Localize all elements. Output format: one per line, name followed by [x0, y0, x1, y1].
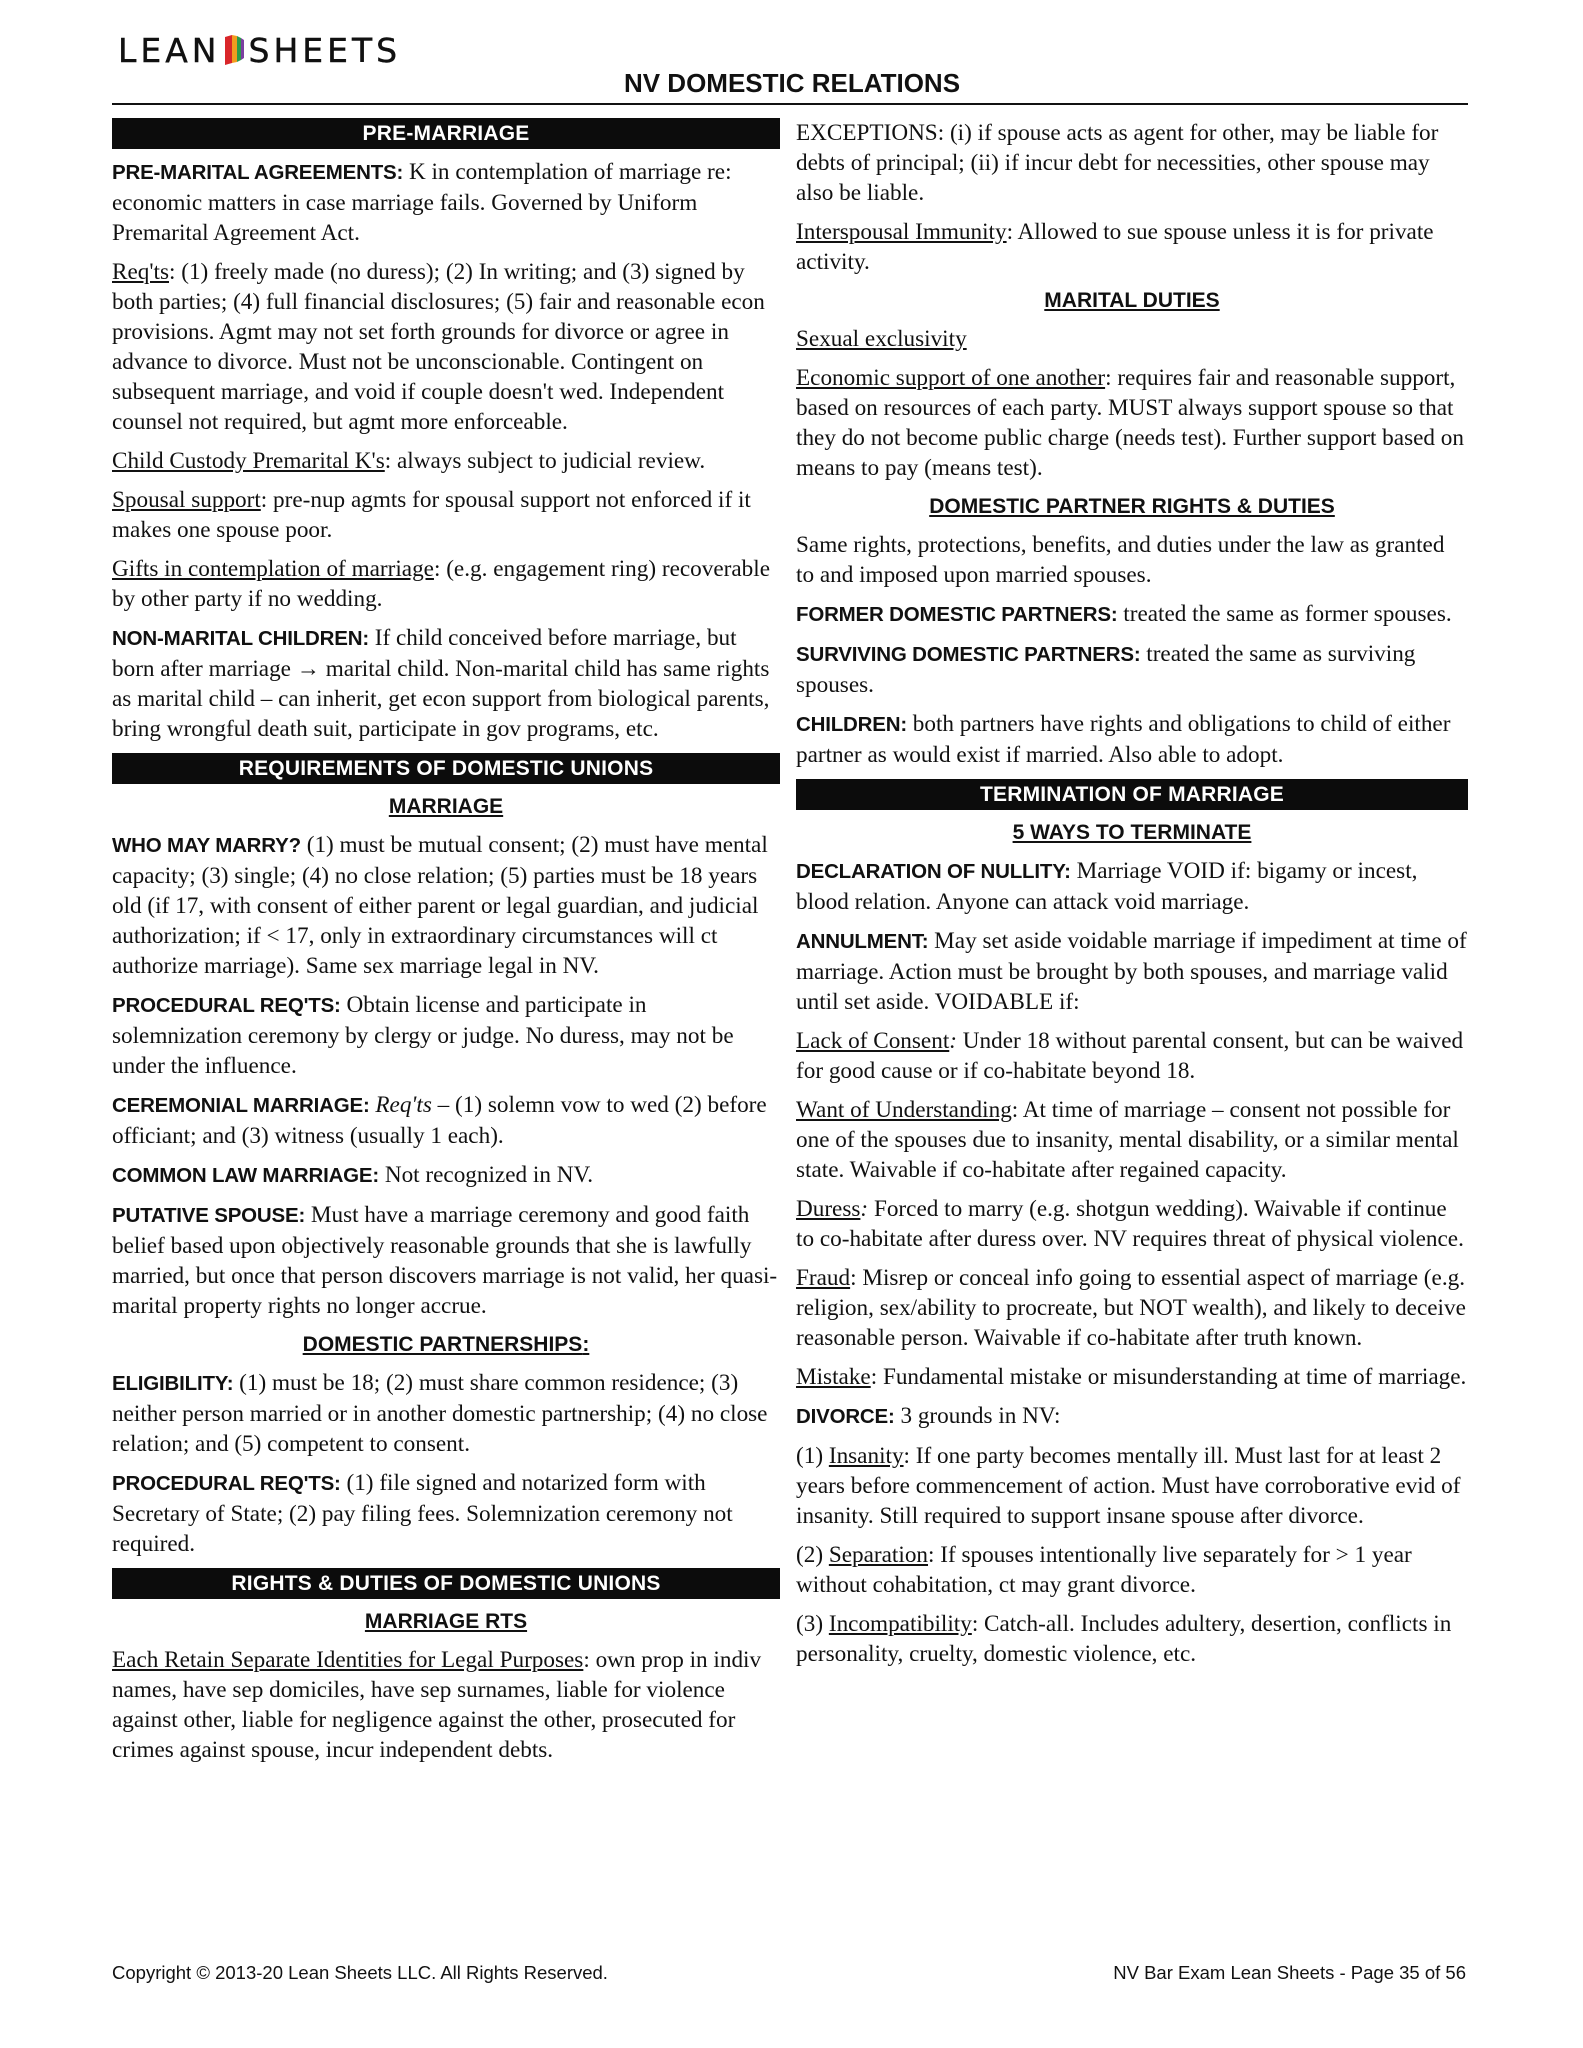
section-heading-rights-duties: RIGHTS & DUTIES OF DOMESTIC UNIONS: [112, 1568, 780, 1599]
label: Insanity: [828, 1443, 904, 1469]
text: May set aside voidable marriage if impediment at time of marriage. Action must be brought by both spouses, and marriage valid until set aside. VOIDABLE if:: [796, 928, 1467, 1015]
paragraph-surviving-dp: [796, 639, 1468, 700]
italic-text: Req'ts: [369, 1092, 432, 1118]
label: WHO MAY MARRY?: [112, 834, 301, 857]
text: treated the same as surviving spouses.: [796, 641, 1416, 698]
label: PROCEDURAL REQ'TS:: [112, 994, 341, 1017]
paragraph-children: [796, 709, 1468, 770]
paragraph-sexual-exclusivity: [796, 324, 1468, 354]
label: Economic support of one another: [796, 365, 1106, 391]
label: Incompatibility: [828, 1611, 972, 1637]
label: CEREMONIAL MARRIAGE:: [112, 1094, 370, 1117]
label: Sexual exclusivity: [796, 326, 967, 352]
text: (1) file signed and notarized form with Secretary of State; (2) pay filing fees. Solemnization ceremony not required.: [112, 1470, 733, 1557]
section-heading-pre-marriage: PRE-MARRIAGE: [112, 118, 780, 149]
label: Mistake: [796, 1364, 871, 1390]
label: PRE-MARITAL AGREEMENTS:: [112, 161, 404, 184]
paragraph-child-custody: [112, 446, 780, 476]
number: (2): [796, 1542, 829, 1568]
label: Spousal support: [112, 487, 261, 513]
paragraph-former-dp: [796, 599, 1468, 630]
label: NON-MARITAL CHILDREN:: [112, 627, 369, 650]
text: Under 18 without parental consent, but can be waived for good cause or if co-habitate beyond 18.: [796, 1028, 1464, 1084]
text: K in contemplation of marriage re: economic matters in case marriage fails. Governed by Uniform Premarital Agreement Act.: [112, 159, 732, 246]
label: ELIGIBILITY:: [112, 1372, 234, 1395]
text: : Allowed to sue spouse unless it is for private activity.: [796, 219, 1434, 275]
paragraph-economic-support: [796, 363, 1468, 483]
page-title: NV DOMESTIC RELATIONS: [623, 68, 961, 98]
text: : pre-nup agmts for spousal support not enforced if it makes one spouse poor.: [112, 487, 751, 543]
text: Forced to marry (e.g. shotgun wedding). Waivable if continue to co-habitate after duress over. NV requires threat of physical violence.: [796, 1196, 1464, 1252]
label: Separation: [828, 1542, 929, 1568]
paragraph-want-of-understanding: [796, 1095, 1468, 1185]
text: : (e.g. engagement ring) recoverable by other party if no wedding.: [112, 556, 771, 612]
paragraph-who-may-marry: [112, 830, 780, 981]
paragraph-procedural-reqts: [112, 990, 780, 1081]
paragraph-putative-spouse: [112, 1200, 780, 1321]
label: SURVIVING DOMESTIC PARTNERS:: [796, 643, 1141, 666]
text: : Catch-all. Includes adultery, desertion, conflicts in personality, cruelty, domestic violence, etc.: [796, 1611, 1452, 1667]
paragraph-annulment: [796, 926, 1468, 1017]
paragraph-duress: [796, 1194, 1468, 1254]
label: FORMER DOMESTIC PARTNERS:: [796, 603, 1118, 626]
subheading-marital-duties: MARITAL DUTIES: [1044, 289, 1220, 312]
paragraph-eligibility: [112, 1368, 780, 1459]
text: – (1) solemn vow to wed (2) before officiant; and (3) witness (usually 1 each).: [112, 1092, 767, 1149]
colon: :: [949, 1028, 957, 1054]
paragraph-separate-identities: [112, 1645, 780, 1765]
subheading-marriage: MARRIAGE: [388, 795, 504, 818]
paragraph-common-law: [112, 1160, 780, 1191]
paragraph-nullity: [796, 856, 1468, 917]
footer-copyright: Copyright © 2013-20 Lean Sheets LLC. All Rights Reserved.: [112, 1962, 608, 1983]
logo: [118, 30, 401, 70]
paragraph-separation: [796, 1540, 1468, 1600]
paragraph-lack-of-consent: [796, 1026, 1468, 1086]
paragraph-gifts: [112, 554, 780, 614]
text: 3 grounds in NV:: [894, 1403, 1061, 1429]
subheading-colon: :: [582, 1333, 590, 1356]
label: Child Custody Premarital K's: [112, 448, 385, 474]
text: If child conceived before marriage, but born after marriage → marital child. Non-marital child has same rights as marital child – can inherit, get econ support from biological parents, bring wrongful death suit, participate in gov programs, etc.: [112, 625, 770, 742]
paragraph-fraud: [796, 1263, 1468, 1353]
paragraph-ceremonial-marriage: [112, 1090, 780, 1151]
paragraph-insanity: [796, 1441, 1468, 1531]
label: Want of Understanding: [796, 1097, 1012, 1123]
label: Gifts in contemplation of marriage: [112, 556, 434, 582]
text: Marriage VOID if: bigamy or incest, blood relation. Anyone can attack void marriage.: [796, 858, 1418, 915]
paragraph-incompatibility: [796, 1609, 1468, 1669]
right-column: [796, 118, 1468, 1678]
text: Not recognized in NV.: [379, 1162, 594, 1188]
label: COMMON LAW MARRIAGE:: [112, 1164, 380, 1187]
paragraph-dp-procedural-reqts: [112, 1468, 780, 1559]
text: : Fundamental mistake or misunderstanding at time of marriage.: [870, 1364, 1467, 1390]
label: DECLARATION OF NULLITY:: [796, 860, 1071, 883]
text: (1) must be mutual consent; (2) must have mental capacity; (3) single; (4) no close relation; (5) parties must be 18 years old (if 17, with consent of either parent or legal guardian, and judicial authorization; if < 17, only in extraordinary circumstances will ct authorize marriage). Same sex marriage legal in NV.: [112, 832, 768, 979]
label: PROCEDURAL REQ'TS:: [112, 1472, 341, 1495]
section-heading-termination: TERMINATION OF MARRIAGE: [796, 779, 1468, 810]
section-heading-requirements: REQUIREMENTS OF DOMESTIC UNIONS: [112, 753, 780, 784]
paragraph-divorce: [796, 1401, 1468, 1432]
label: ANNULMENT:: [796, 930, 929, 953]
subheading-5-ways: 5 WAYS TO TERMINATE: [1012, 821, 1252, 844]
text: : At time of marriage – consent not possible for one of the spouses due to insanity, mental disability, or a similar mental state. Waivable if co-habitate after regained capacity.: [796, 1097, 1459, 1183]
text: EXCEPTIONS: (i) if spouse acts as agent for other, may be liable for debts of principal; (ii) if incur debt for necessities, other spouse may also be liable.: [796, 120, 1439, 206]
text: : If spouses intentionally live separately for > 1 year without cohabitation, ct may grant divorce.: [796, 1542, 1412, 1598]
text: Must have a marriage ceremony and good faith belief based upon objectively reasonable grounds that she is lawfully married, but once that person discovers marriage is not valid, her quasi-marital property rights no longer accrue.: [112, 1202, 778, 1319]
paragraph-reqts: [112, 257, 780, 437]
text: treated the same as former spouses.: [1117, 601, 1452, 627]
label: PUTATIVE SPOUSE:: [112, 1204, 306, 1227]
number: (1): [796, 1443, 829, 1469]
paragraph-premarital-agreements: [112, 157, 780, 248]
text: Obtain license and participate in solemnization ceremony by clergy or judge. No duress, may not be under the influence.: [112, 992, 734, 1079]
label: CHILDREN:: [796, 713, 907, 736]
label: Req'ts: [112, 259, 169, 285]
label: Lack of Consent: [796, 1028, 950, 1054]
paragraph-spousal-support: [112, 485, 780, 545]
footer-page-number: NV Bar Exam Lean Sheets - Page 35 of 56: [1113, 1962, 1466, 1983]
colon: :: [860, 1196, 869, 1222]
text: : Misrep or conceal info going to essential aspect of marriage (e.g. religion, sex/ability to procreate, but NOT wealth), and likely to deceive reasonable person. Waivable if co-habitate after truth known.: [796, 1265, 1466, 1351]
logo-right-word: SHEETS: [248, 30, 402, 70]
subheading-domestic-partnerships: [112, 1330, 780, 1360]
title-divider: [112, 103, 1468, 105]
text: : requires fair and reasonable support, based on resources of each party. MUST always support spouse so that they do not become public charge (needs test). Further support based on means to pay (means test).: [796, 365, 1464, 481]
paragraph-non-marital-children: [112, 623, 780, 744]
paragraph-exceptions: [796, 118, 1468, 208]
text: : always subject to judicial review.: [384, 448, 706, 474]
label: Fraud: [796, 1265, 851, 1291]
label: DIVORCE:: [796, 1405, 895, 1428]
subheading-dp-rights: DOMESTIC PARTNER RIGHTS & DUTIES: [929, 495, 1335, 518]
text: : If one party becomes mentally ill. Must last for at least 2 years before commencement of action. Must have corroborative evid of insanity. Still required to support insane spouse after divorce.: [796, 1443, 1461, 1529]
text: both partners have rights and obligations to child of either partner as would exist if married. Also able to adopt.: [796, 711, 1451, 768]
logo-left-word: LEAN: [118, 30, 221, 70]
number: (3): [796, 1611, 829, 1637]
text: : own prop in indiv names, have sep domiciles, have sep surnames, liable for violence against other, liable for negligence against the other, prosecuted for crimes against spouse, incur independent debts.: [112, 1647, 762, 1763]
label: Duress: [796, 1196, 861, 1222]
paragraph-interspousal-immunity: [796, 217, 1468, 277]
label: Each Retain Separate Identities for Legal Purposes: [112, 1647, 584, 1673]
text: : (1) freely made (no duress); (2) In writing; and (3) signed by both parties; (4) full financial disclosures; (5) fair and reasonable econ provisions. Agmt may not set forth grounds for divorce or agree in advance to divorce. Must not be unconscionable. Contingent on subsequent marriage, and void if couple doesn't wed. Independent counsel not required, but agmt more enforceable.: [112, 259, 765, 435]
label: Interspousal Immunity: [796, 219, 1007, 245]
subheading-text: DOMESTIC PARTNERSHIPS: [302, 1333, 583, 1356]
subheading-marriage-rts: MARRIAGE RTS: [364, 1610, 528, 1633]
left-column: [112, 118, 780, 1774]
text: (1) must be 18; (2) must share common residence; (3) neither person married or in another domestic partnership; (4) no close relation; and (5) competent to consent.: [112, 1370, 768, 1457]
paragraph-mistake: [796, 1362, 1468, 1392]
text: Same rights, protections, benefits, and duties under the law as granted to and imposed upon married spouses.: [796, 532, 1445, 588]
paragraph-dp-same-rights: [796, 530, 1468, 590]
logo-flag-icon: [223, 33, 245, 67]
